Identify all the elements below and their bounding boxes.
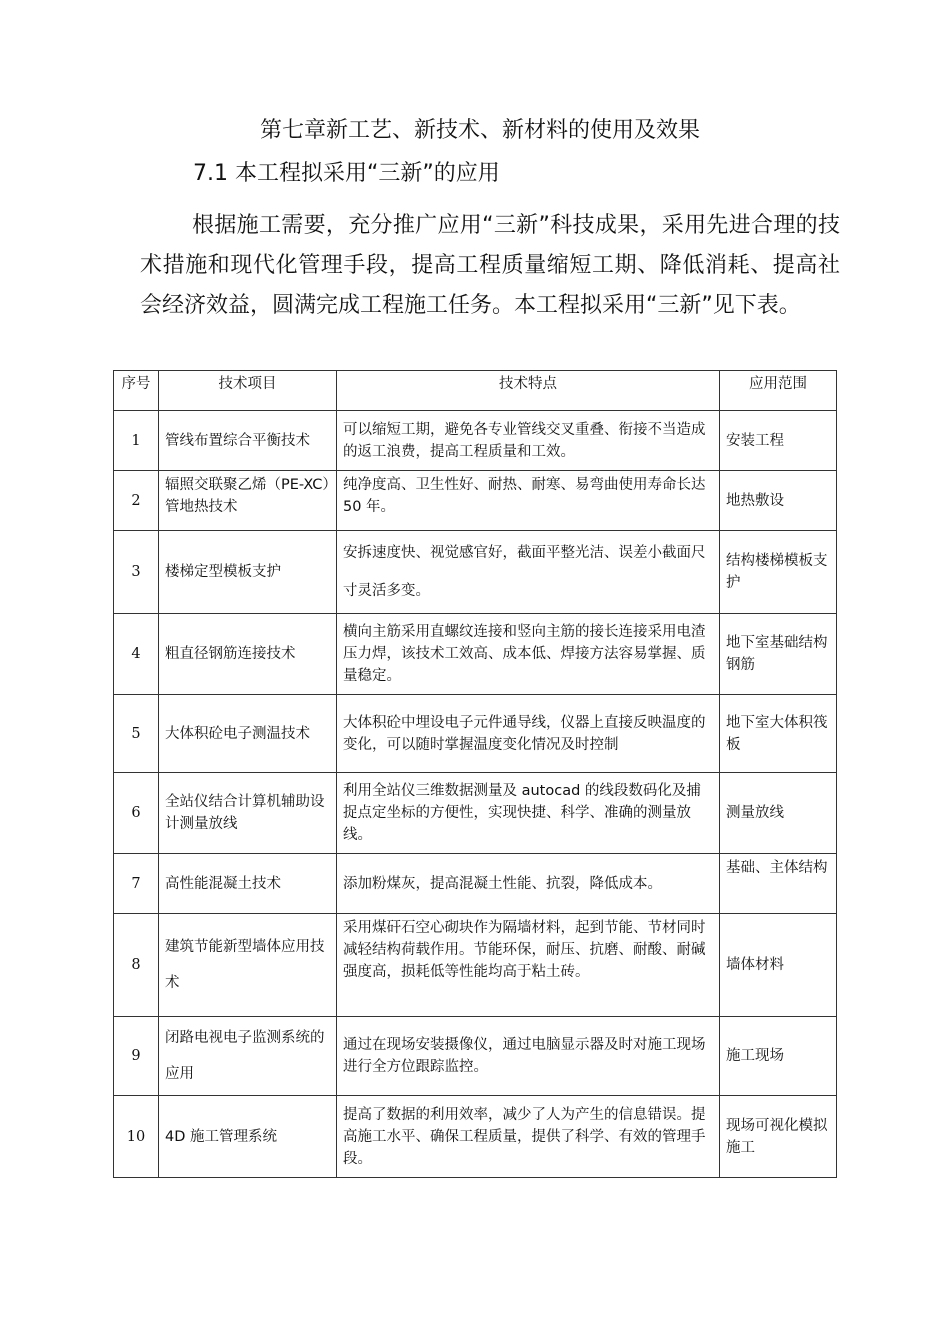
row-scope: 测量放线	[720, 773, 837, 854]
row-num: 6	[114, 773, 159, 854]
technology-table	[113, 370, 837, 1178]
row-name: 高性能混凝土技术	[159, 854, 337, 914]
row-num: 10	[114, 1096, 159, 1178]
table-row	[114, 1096, 837, 1178]
row-name: 大体积砼电子测温技术	[159, 695, 337, 773]
table-row	[114, 1017, 837, 1096]
row-feature: 大体积砼中埋设电子元件通导线，仪器上直接反映温度的变化，可以随时掌握温度变化情况及时控制	[337, 695, 720, 773]
table-row	[114, 614, 837, 695]
header-name: 技术项目	[159, 371, 337, 411]
row-num: 9	[114, 1017, 159, 1096]
header-feature: 技术特点	[337, 371, 720, 411]
row-name: 建筑节能新型墙体应用技术	[159, 914, 337, 1017]
row-name: 4D 施工管理系统	[159, 1096, 337, 1178]
row-feature: 采用煤矸石空心砌块作为隔墙材料，起到节能、节材同时减轻结构荷载作用。节能环保，耐压、抗磨、耐酸、耐碱强度高，损耗低等性能均高于粘土砖。	[337, 914, 720, 1017]
row-feature: 通过在现场安装摄像仪，通过电脑显示器及时对施工现场进行全方位跟踪监控。	[337, 1017, 720, 1096]
row-feature: 添加粉煤灰，提高混凝土性能、抗裂，降低成本。	[337, 854, 720, 914]
row-name: 辐照交联聚乙烯（PE-XC）管地热技术	[159, 471, 337, 531]
row-num: 5	[114, 695, 159, 773]
intro-paragraph: 根据施工需要，充分推广应用“三新”科技成果，采用先进合理的技术措施和现代化管理手段，提高工程质量缩短工期、降低消耗、提高社会经济效益，圆满完成工程施工任务。本工程拟采用“三新”见下表。	[140, 213, 840, 318]
row-name: 管线布置综合平衡技术	[159, 411, 337, 471]
row-num: 1	[114, 411, 159, 471]
table-row	[114, 411, 837, 471]
row-scope: 安装工程	[720, 411, 837, 471]
table-row	[114, 773, 837, 854]
row-scope: 地下室基础结构钢筋	[720, 614, 837, 695]
header-scope: 应用范围	[720, 371, 837, 411]
row-scope: 基础、主体结构	[720, 854, 837, 914]
row-name: 全站仪结合计算机辅助设计测量放线	[159, 773, 337, 854]
row-num: 3	[114, 531, 159, 614]
row-feature: 安拆速度快、视觉感官好，截面平整光洁、误差小截面尺寸灵活多变。	[337, 531, 720, 614]
row-feature: 利用全站仪三维数据测量及 autocad 的线段数码化及捕捉点定坐标的方便性，实现快捷、科学、准确的测量放线。	[337, 773, 720, 854]
row-scope: 结构楼梯模板支护	[720, 531, 837, 614]
row-feature: 可以缩短工期，避免各专业管线交叉重叠、衔接不当造成的返工浪费，提高工程质量和工效。	[337, 411, 720, 471]
row-num: 4	[114, 614, 159, 695]
row-name: 楼梯定型模板支护	[159, 531, 337, 614]
table-row	[114, 695, 837, 773]
row-feature: 纯净度高、卫生性好、耐热、耐寒、易弯曲使用寿命长达 50 年。	[337, 471, 720, 531]
row-num: 8	[114, 914, 159, 1017]
section-heading: 7.1 本工程拟采用“三新”的应用	[193, 161, 500, 186]
row-scope: 施工现场	[720, 1017, 837, 1096]
row-num: 7	[114, 854, 159, 914]
header-num: 序号	[114, 371, 159, 411]
table-row	[114, 914, 837, 1017]
row-name: 粗直径钢筋连接技术	[159, 614, 337, 695]
row-scope: 地热敷设	[720, 471, 837, 531]
row-name: 闭路电视电子监测系统的应用	[159, 1017, 337, 1096]
table-row	[114, 471, 837, 531]
table-row	[114, 854, 837, 914]
row-scope: 地下室大体积筏板	[720, 695, 837, 773]
row-num: 2	[114, 471, 159, 531]
row-feature: 横向主筋采用直螺纹连接和竖向主筋的接长连接采用电渣压力焊，该技术工效高、成本低、焊接方法容易掌握、质量稳定。	[337, 614, 720, 695]
table-row	[114, 531, 837, 614]
row-scope: 现场可视化模拟施工	[720, 1096, 837, 1178]
row-scope: 墙体材料	[720, 914, 837, 1017]
page-title: 第七章新工艺、新技术、新材料的使用及效果	[259, 118, 700, 143]
table-header-row	[114, 371, 837, 411]
row-feature: 提高了数据的利用效率，减少了人为产生的信息错误。提高施工水平、确保工程质量，提供了科学、有效的管理手段。	[337, 1096, 720, 1178]
